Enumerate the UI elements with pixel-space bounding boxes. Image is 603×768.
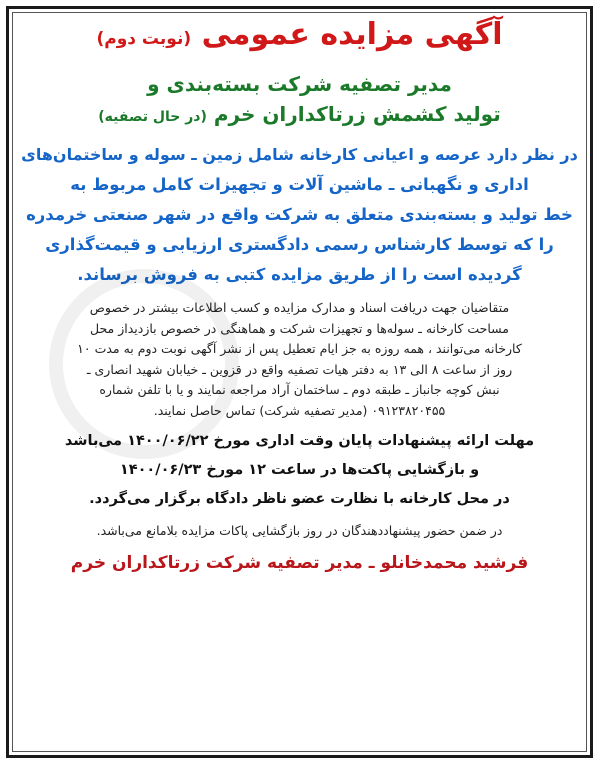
company-line-1: مدیر تصفیه شرکت بسته‌بندی و <box>147 72 452 96</box>
notice-title <box>19 15 580 59</box>
lead-line: در نظر دارد عرصه و اعیانی کارخانه شامل زمین ـ سوله و ساختمان‌های <box>21 145 578 164</box>
lead-paragraph <box>17 140 582 290</box>
deadline-line: و بازگشایی پاکت‌ها در ساعت ۱۲ مورخ ۱۴۰۰/۰۶/۲۳ <box>119 462 480 478</box>
signature: فرشید محمدخانلو ـ مدیر تصفیه شرکت زرتاکداران خرم <box>70 553 529 573</box>
title-text: آگهی مزایده عمومی <box>201 17 503 52</box>
notice-frame <box>6 6 593 758</box>
deadline-line: مهلت ارائه پیشنهادات پایان وقت اداری مورخ ۱۴۰۰/۰۶/۲۲ می‌باشد <box>64 433 535 449</box>
detail-line: روز از ساعت ۸ الی ۱۳ به دفتر هیات تصفیه واقع در قزوین ـ خیابان شهید انصاری ـ <box>86 361 513 377</box>
detail-line: متقاضیان جهت دریافت اسناد و مدارک مزایده و کسب اطلاعات بیشتر در خصوص <box>89 300 510 315</box>
lead-line: گردیده است را از طریق مزایده کتبی به فروش برساند. <box>77 265 522 284</box>
company-name: تولید کشمش زرتاکداران خرم <box>213 102 501 126</box>
lead-line: اداری و نگهبانی ـ ماشین آلات و تجهیزات کامل مربوط به <box>70 175 529 194</box>
company-line-2 <box>9 99 590 132</box>
company-status: (در حال تصفیه) <box>98 109 207 125</box>
detail-line: نبش کوچه جانباز ـ طبقه دوم ـ ساختمان آراد مراجعه نمایند و یا با تلفن شماره <box>99 382 500 397</box>
detail-line: ۰۹۱۲۳۸۲۰۴۵۵ (مدیر تصفیه شرکت) تماس حاصل نمایند. <box>153 402 446 418</box>
detail-line: مساحت کارخانه ـ سوله‌ها و تجهیزات شرکت و هماهنگی در خصوص بازدیداز محل <box>90 320 509 336</box>
detail-line: کارخانه می‌توانند ، همه روزه به جز ایام تعطیل پس از نشر آگهی نوبت دوم به مدت ۱۰ <box>77 341 522 356</box>
lead-line: را که توسط کارشناس رسمی دادگستری ارزیابی و قیمت‌گذاری <box>45 235 554 254</box>
deadline-line: در محل کارخانه با نظارت عضو ناظر دادگاه برگزار می‌گردد. <box>89 491 510 507</box>
title-round: (نوبت دوم) <box>96 29 192 49</box>
company-heading <box>9 69 590 132</box>
lead-line: خط تولید و بسته‌بندی متعلق به شرکت واقع در شهر صنعتی خرمدره <box>26 205 573 224</box>
attendance-note: در ضمن حضور پیشنهاددهندگان در روز بازگشایی پاکات مزایده بلامانع می‌باشد. <box>96 523 503 538</box>
watermark-seal <box>49 269 239 459</box>
